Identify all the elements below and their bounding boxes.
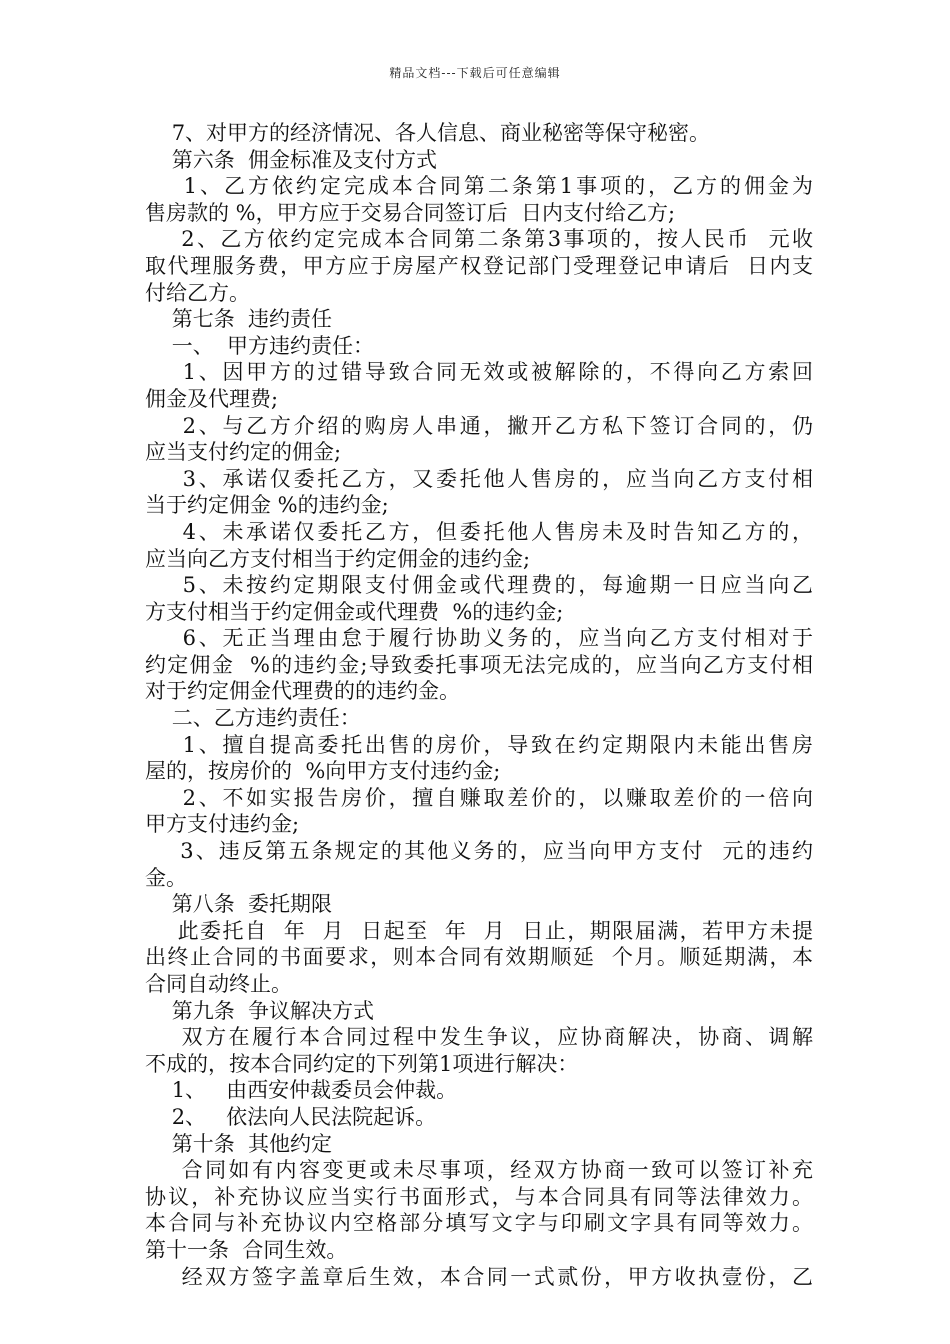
- document-line: 7、对甲方的经济情况、各人信息、商业秘密等保守秘密。: [145, 121, 711, 145]
- document-line: 5、未按约定期限支付佣金或代理费的，每逾期一日应当向乙: [145, 573, 813, 598]
- document-line: 方支付相当于约定佣金或代理费 %的违约金;: [145, 599, 564, 624]
- document-line: 1、乙方依约定完成本合同第二条第1事项的，乙方的佣金为: [145, 174, 813, 199]
- document-line: 售房款的 %，甲方应于交易合同签订后 日内支付给乙方;: [145, 200, 676, 225]
- document-line: 对于约定佣金代理费的的违约金。: [145, 679, 460, 704]
- document-line: 双方在履行本合同过程中发生争议，应协商解决，协商、调解: [145, 1025, 813, 1050]
- document-line: 4、未承诺仅委托乙方，但委托他人售房未及时告知乙方的，: [145, 519, 813, 544]
- document-line: 第十条 其他约定: [145, 1131, 333, 1156]
- document-line: 3、承诺仅委托乙方，又委托他人售房的，应当向乙方支付相: [145, 466, 813, 491]
- document-line: 此委托自 年 月 日起至 年 月 日止，期限届满，若甲方未提: [145, 918, 813, 943]
- document-line: 2、不如实报告房价，擅自赚取差价的，以赚取差价的一倍向: [145, 785, 813, 810]
- document-line: 协议，补充协议应当实行书面形式，与本合同具有同等法律效力。: [145, 1184, 813, 1209]
- document-line: 应当向乙方支付相当于约定佣金的违约金;: [145, 546, 531, 571]
- document-line: 应当支付约定的佣金;: [145, 440, 342, 465]
- document-line: 佣金及代理费;: [145, 386, 279, 411]
- document-line: 2、 依法向人民法院起诉。: [145, 1104, 437, 1129]
- document-line: 屋的，按房价的 %向甲方支付违约金;: [145, 759, 501, 784]
- document-line: 6、无正当理由怠于履行协助义务的，应当向乙方支付相对于: [145, 626, 813, 651]
- document-body: [145, 120, 813, 1290]
- document-line: 2、乙方依约定完成本合同第二条第3事项的，按人民币 元收: [145, 227, 813, 252]
- document-line: 3、违反第五条规定的其他义务的，应当向甲方支付 元的违约: [145, 839, 813, 864]
- document-line: 当于约定佣金 %的违约金;: [145, 493, 389, 518]
- document-line: 1、 由西安仲裁委员会仲裁。: [145, 1078, 458, 1103]
- document-line: 不成的，按本合同约定的下列第1项进行解决：: [145, 1051, 579, 1076]
- document-line: 第六条 佣金标准及支付方式: [145, 147, 438, 172]
- document-line: 出终止合同的书面要求，则本合同有效期顺延 个月。顺延期满，本: [145, 945, 813, 970]
- document-line: 付给乙方。: [145, 280, 250, 305]
- document-line: 第七条 违约责任: [145, 307, 333, 332]
- document-line: 1、因甲方的过错导致合同无效或被解除的，不得向乙方索回: [145, 360, 813, 385]
- document-line: 合同如有内容变更或未尽事项，经双方协商一致可以签订补充: [145, 1158, 813, 1183]
- document-line: 约定佣金 %的违约金;导致委托事项无法完成的，应当向乙方支付相: [145, 652, 813, 677]
- document-line: 2、与乙方介绍的购房人串通，撇开乙方私下签订合同的，仍: [145, 413, 813, 438]
- document-line: 合同自动终止。: [145, 972, 292, 996]
- document-line: 本合同与补充协议内空格部分填写文字与印刷文字具有同等效力。: [145, 1211, 813, 1236]
- document-line: 一、 甲方违约责任：: [145, 333, 375, 358]
- document-line: 第八条 委托期限: [145, 892, 333, 917]
- document-line: 二、乙方违约责任：: [145, 706, 361, 731]
- document-line: 第九条 争议解决方式: [145, 998, 375, 1023]
- document-line: 第十一条 合同生效。: [145, 1237, 348, 1262]
- document-line: 1、擅自提高委托出售的房价，导致在约定期限内未能出售房: [145, 732, 813, 757]
- document-line: 经双方签字盖章后生效，本合同一式贰份，甲方收执壹份，乙: [145, 1264, 813, 1289]
- page-header: 精品文档---下载后可任意编辑: [389, 66, 561, 80]
- document-line: 金。: [145, 865, 187, 890]
- document-line: 甲方支付违约金;: [145, 812, 300, 837]
- document-line: 取代理服务费，甲方应于房屋产权登记部门受理登记申请后 日内支: [145, 253, 813, 278]
